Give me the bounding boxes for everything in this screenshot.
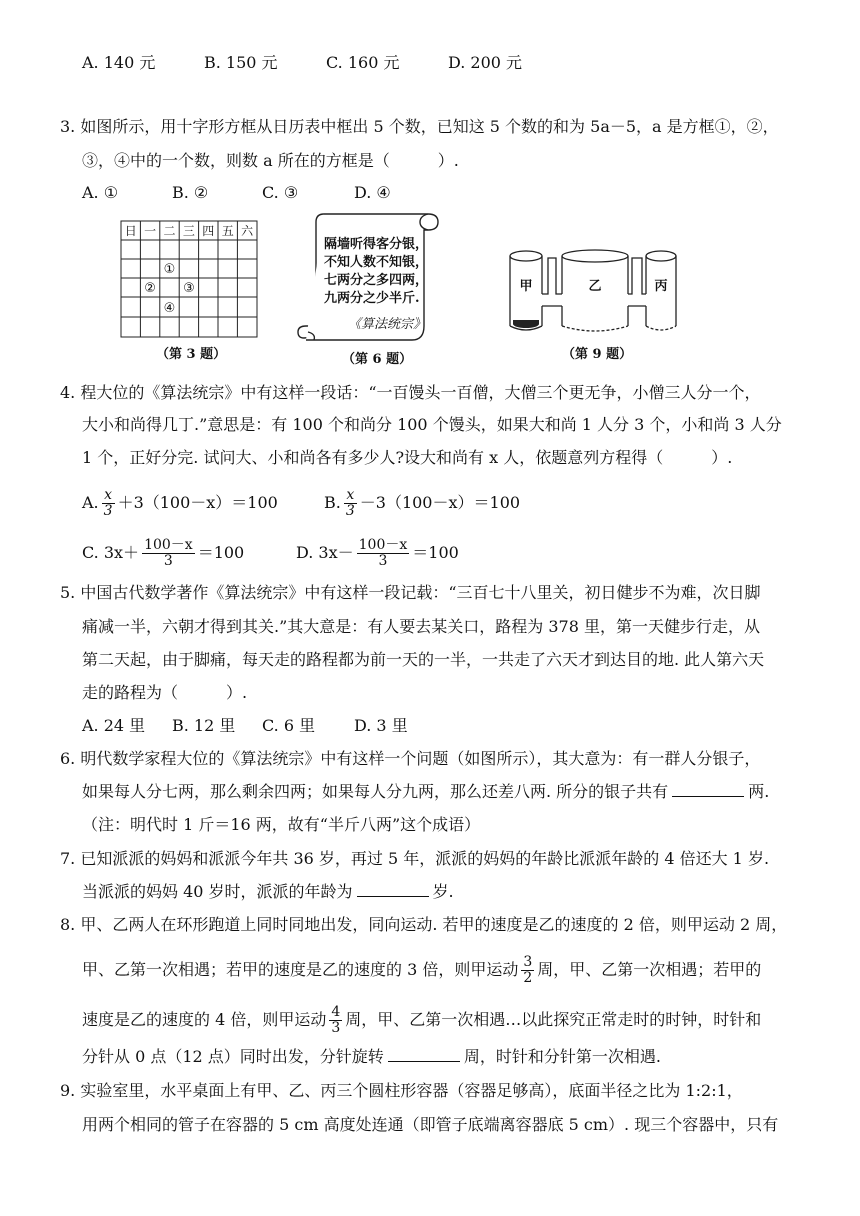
q4-option-d[interactable]: D. 3x－ $\frac{100-x}{3}$ ＝100 — [296, 537, 459, 569]
container-bing-label: 丙 — [654, 279, 668, 294]
q3-option-b[interactable]: B. ② — [172, 183, 209, 202]
q8-text-line4: 分针从 0 点（12 点）同时出发，分针旋转 周，时针和分针第一次相遇. — [82, 1047, 661, 1066]
containers-figure — [504, 246, 694, 342]
scroll-line-1: 隔墙听得客分银， — [324, 237, 429, 252]
q5-option-b[interactable]: B. 12 里 — [172, 716, 236, 735]
fraction: $\frac{x}{3}$ — [103, 487, 113, 519]
q2-option-b[interactable]: B. 150 元 — [204, 53, 278, 72]
fig3-caption: （第 3 题） — [156, 347, 227, 362]
answer-blank[interactable] — [388, 1047, 460, 1062]
q3-text-line1: 3. 如图所示，用十字形方框从日历表中框出 5 个数，已知这 5 个数的和为 5a－5，a 是方框①，②， — [60, 117, 779, 136]
fraction: $\frac{x}{3}$ — [345, 487, 355, 519]
q5-option-c[interactable]: C. 6 里 — [262, 716, 316, 735]
q9-text-line1: 9. 实验室里，水平桌面上有甲、乙、丙三个圆柱形容器（容器足够高），底面半径之比为 1:2:1， — [60, 1081, 743, 1100]
fraction: $\frac{4}{3}$ — [331, 1004, 341, 1036]
q4-text-line2: 大小和尚得几丁.”意思是：有 100 个和尚分 100 个馒头，如果大和尚 1 人分 3 个，小和尚 3 人分 — [82, 415, 782, 434]
q5-option-a[interactable]: A. 24 里 — [82, 716, 146, 735]
fig9-caption: （第 9 题） — [562, 347, 633, 362]
q5-text-line4: 走的路程为（ ）. — [82, 683, 248, 702]
container-yi-label: 乙 — [588, 279, 602, 294]
calendar-header-mon: 一 — [144, 224, 157, 238]
q3-text-line2: ③，④中的一个数，则数 a 所在的方框是（ ）. — [82, 151, 459, 170]
scroll-line-2: 不知人数不知银， — [324, 255, 429, 270]
scroll-title: 《算法统宗》 — [348, 317, 427, 332]
q4-option-c[interactable]: C. 3x＋ $\frac{100-x}{3}$ ＝100 — [82, 537, 245, 569]
answer-blank[interactable] — [672, 782, 744, 797]
calendar-header-fri: 五 — [221, 224, 234, 238]
q8-text-line1: 8. 甲、乙两人在环形跑道上同时同地出发，同向运动. 若甲的速度是乙的速度的 2 倍，则甲运动 2 周， — [60, 915, 788, 934]
q3-option-a[interactable]: A. ① — [82, 183, 119, 202]
q7-text-line1: 7. 已知派派的妈妈和派派今年共 36 岁，再过 5 年，派派的妈妈的年龄比派派年龄的 4 倍还大 1 岁. — [60, 849, 770, 868]
q4-text-line1: 4. 程大位的《算法统宗》中有这样一段话：“一百馒头一百僧，大僧三个更无争，小僧三人分一个， — [60, 383, 761, 402]
q6-text-line2: 如果每人分七两，那么剩余四两；如果每人分九两，那么还差八两. 所分的银子共有 两. — [82, 782, 770, 801]
q4-option-a[interactable]: A. $\frac{x}{3}$ ＋3（100－x）＝100 — [82, 487, 278, 519]
q4-option-b[interactable]: B. $\frac{x}{3}$ －3（100－x）＝100 — [324, 487, 521, 519]
q5-text-line2: 痛减一半，六朝才得到其关.”其大意是：有人要去某关口，路程为 378 里，第一天健步行走，从 — [82, 617, 760, 636]
scroll-line-4: 九两分之少半斤. — [324, 291, 420, 306]
fraction: $\frac{100-x}{3}$ — [358, 537, 408, 569]
scroll-line-3: 七两分之多四两， — [324, 273, 429, 288]
fraction: $\frac{100-x}{3}$ — [144, 537, 193, 569]
q7-text-line2: 当派派的妈妈 40 岁时，派派的年龄为 岁. — [82, 882, 454, 901]
q2-option-d[interactable]: D. 200 元 — [448, 53, 523, 72]
answer-blank[interactable] — [357, 882, 429, 897]
q8-text-line2: 甲、乙第一次相遇；若甲的速度是乙的速度的 3 倍，则甲运动 $\frac{3}{2}$ 周，甲、乙第一次相遇；若甲的 — [82, 954, 762, 986]
q6-text-line3: （注：明代时 1 斤＝16 两，故有“半斤八两”这个成语） — [82, 815, 481, 834]
q2-option-a[interactable]: A. 140 元 — [82, 53, 156, 72]
q3-option-d[interactable]: D. ④ — [354, 183, 391, 202]
q6-text-line1: 6. 明代数学家程大位的《算法统宗》中有这样一个问题（如图所示），其大意为：有一群人分银子， — [60, 749, 761, 768]
calendar-mark-3: ③ — [183, 281, 195, 296]
q2-option-c[interactable]: C. 160 元 — [326, 53, 400, 72]
q5-text-line3: 第二天起，由于脚痛，每天走的路程都为前一天的一半，一共走了六天才到达目的地. 此人第六天 — [82, 650, 765, 669]
q5-option-d[interactable]: D. 3 里 — [354, 716, 408, 735]
calendar-mark-1: ① — [163, 262, 176, 277]
calendar-header-sat: 六 — [241, 224, 254, 238]
q9-text-line2: 用两个相同的管子在容器的 5 cm 高度处连通（即管子底端离容器底 5 cm）. 现三个容器中，只有 — [82, 1115, 779, 1134]
fraction: $\frac{3}{2}$ — [523, 954, 533, 986]
calendar-mark-4: ④ — [163, 301, 176, 316]
fig6-caption: （第 6 题） — [342, 352, 413, 367]
q4-text-line3: 1 个，正好分完. 试问大、小和尚各有多少人?设大和尚有 x 人，依题意列方程得（ ）. — [82, 448, 733, 467]
calendar-grid-figure — [120, 220, 260, 340]
q5-text-line1: 5. 中国古代数学著作《算法统宗》中有这样一段记载：“三百七十八里关，初日健步不为难，次日脚 — [60, 583, 761, 602]
calendar-header-wed: 三 — [182, 224, 195, 238]
q3-option-c[interactable]: C. ③ — [262, 183, 299, 202]
calendar-header-sun: 日 — [124, 224, 137, 238]
q8-text-line3: 速度是乙的速度的 4 倍，则甲运动 $\frac{4}{3}$ 周，甲、乙第一次相遇…以此探究正常走时的时钟，时针和 — [82, 1004, 762, 1036]
calendar-header-tue: 二 — [163, 224, 176, 238]
calendar-mark-2: ② — [144, 281, 156, 296]
container-jia-label: 甲 — [519, 279, 533, 294]
calendar-header-thu: 四 — [202, 224, 215, 238]
